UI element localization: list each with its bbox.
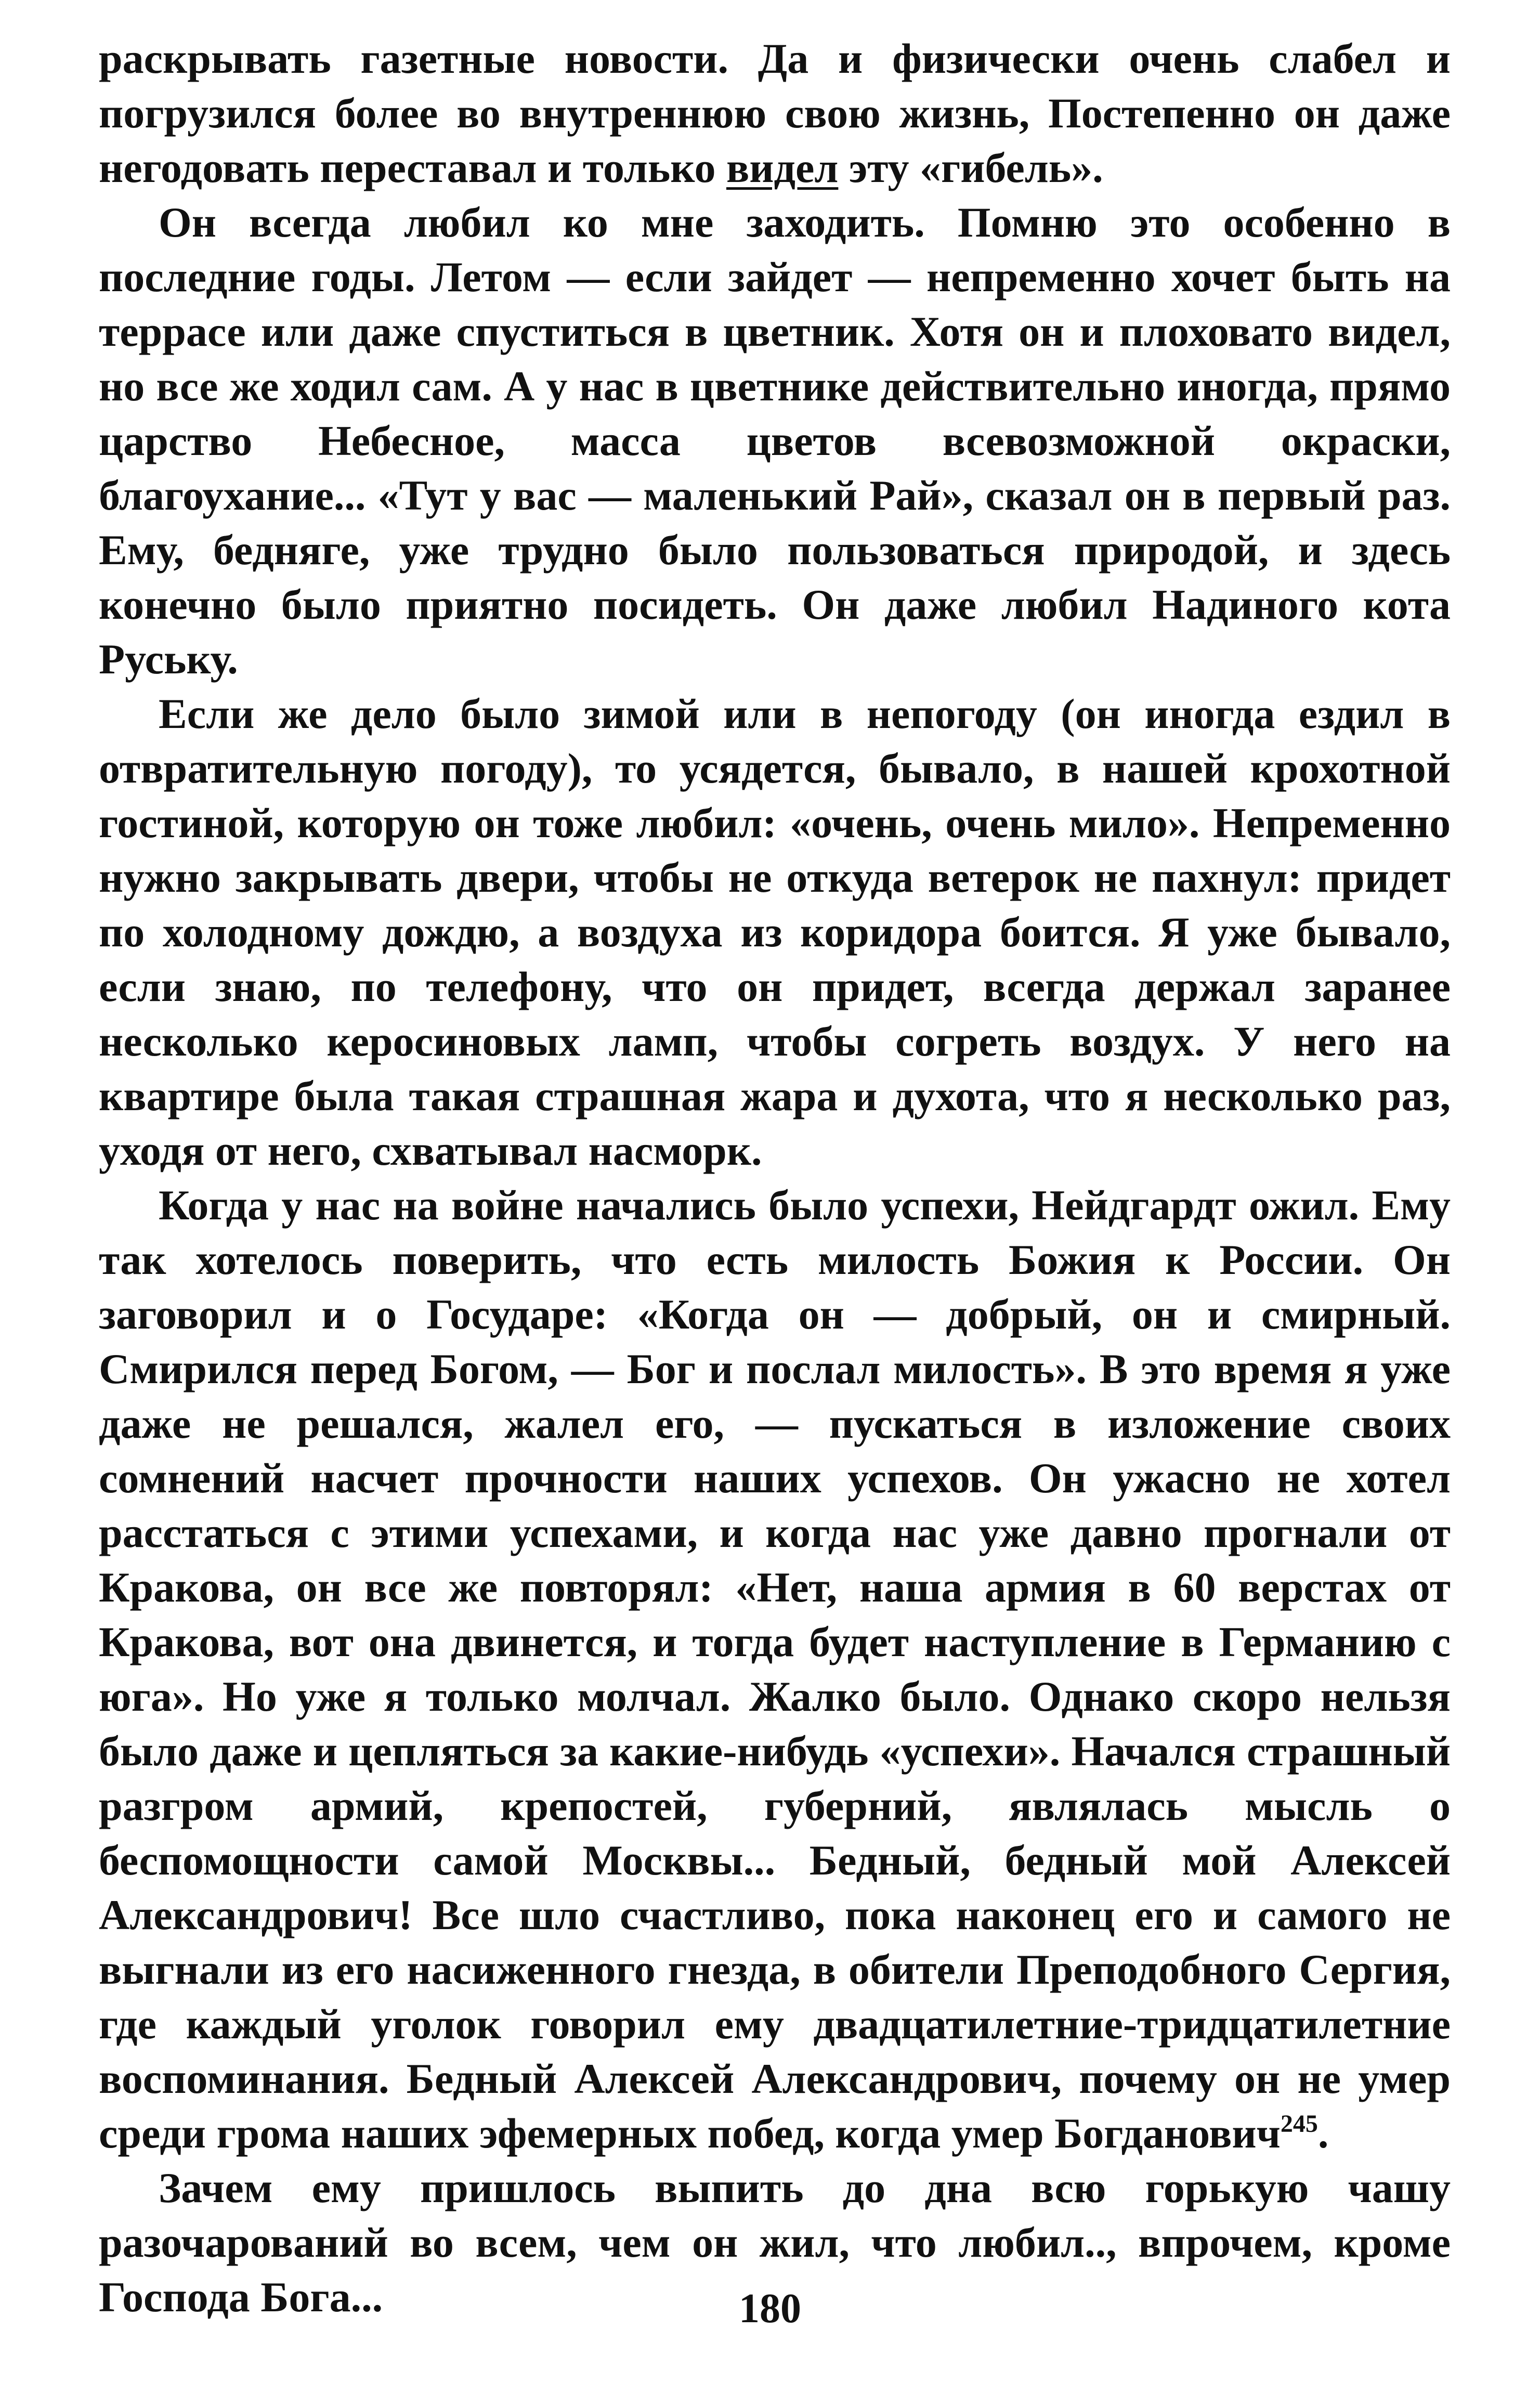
paragraph-5: Зачем ему пришлось выпить до дна всю горькую чашу разочарований во всем, чем он жил, что любил.., впрочем, кроме Господа Бога... (99, 2164, 1451, 2321)
paragraph-4-text: Когда у нас на войне начались было успехи, Нейдгардт ожил. Ему так хотелось поверить, что есть милость Божия к России. Он заговорил и о Государе: «Когда он — добрый, он и смирный. Смирился перед Богом, — Бог и послал милость». В это время я уже даже не решался, жалел его, — пускаться в изложение своих сомнений насчет прочности наших успехов. Он ужасно не хотел расстаться с этими успехами, и когда нас уже давно прогнали от Кракова, он все же повторял: «Нет, наша армия в 60 верстах от Кракова, вот она двинется, и тогда будет наступление в Германию с юга». Но уже я только молчал. Жалко было. Однако скоро нельзя было даже и цепляться за какие-нибудь «успехи». Начался страшный разгром армий, крепостей, губерний, являлась мысль о беспомощности самой Москвы... Бедный, бедный мой Алексей Александрович! Все шло счастливо, пока наконец его и самого не выгнали из его насиженного гнезда, в обители Преподобного Сергия, где каждый уголок говорил ему двадцатилетние-тридцатилетние воспоминания. Бедный Алексей Александрович, почему он не умер среди грома наших эфемерных побед, когда умер Богданович (99, 1181, 1451, 2157)
page-body (99, 31, 1451, 2324)
paragraph-4 (99, 1178, 1451, 2160)
footnote-marker: 245 (1280, 2110, 1318, 2138)
underlined-word: видел (726, 144, 839, 191)
paragraph-2: Он всегда любил ко мне заходить. Помню это особенно в последние годы. Летом — если зайдет — непременно хочет быть на террасе или даже спуститься в цветник. Хотя он и плоховато видел, но все же ходил сам. А у нас в цветнике действительно иногда, прямо царство Небесное, масса цветов всевозможной окраски, благоухание... «Тут у вас — маленький Рай», сказал он в первый раз. Ему, бедняге, уже трудно было пользоваться природой, и здесь конечно было приятно посидеть. Он даже любил Надиного кота Руську. (99, 199, 1451, 683)
paragraph-1 (99, 31, 1451, 195)
paragraph-1-text-a: раскрывать газетные новости. Да и физически очень слабел и погрузился более во внутреннюю свою жизнь, Постепенно он даже негодовать переставал и только (99, 35, 1451, 191)
paragraph-1-text-b: эту «гибель». (838, 144, 1103, 191)
page-number: 180 (739, 2286, 801, 2332)
paragraph-3: Если же дело было зимой или в непогоду (он иногда ездил в отвратительную погоду), то усядется, бывало, в нашей крохотной гостиной, которую он тоже любил: «очень, очень мило». Непременно нужно закрывать двери, чтобы не откуда ветерок не пахнул: придет по холодному дождю, а воздуха из коридора боится. Я уже бывало, если знаю, по телефону, что он придет, всегда держал заранее несколько керосиновых ламп, чтобы согреть воздух. У него на квартире была такая страшная жара и духота, что я несколько раз, уходя от него, схватывал насморк. (99, 690, 1451, 1174)
paragraph-4-tail: . (1317, 2110, 1329, 2157)
